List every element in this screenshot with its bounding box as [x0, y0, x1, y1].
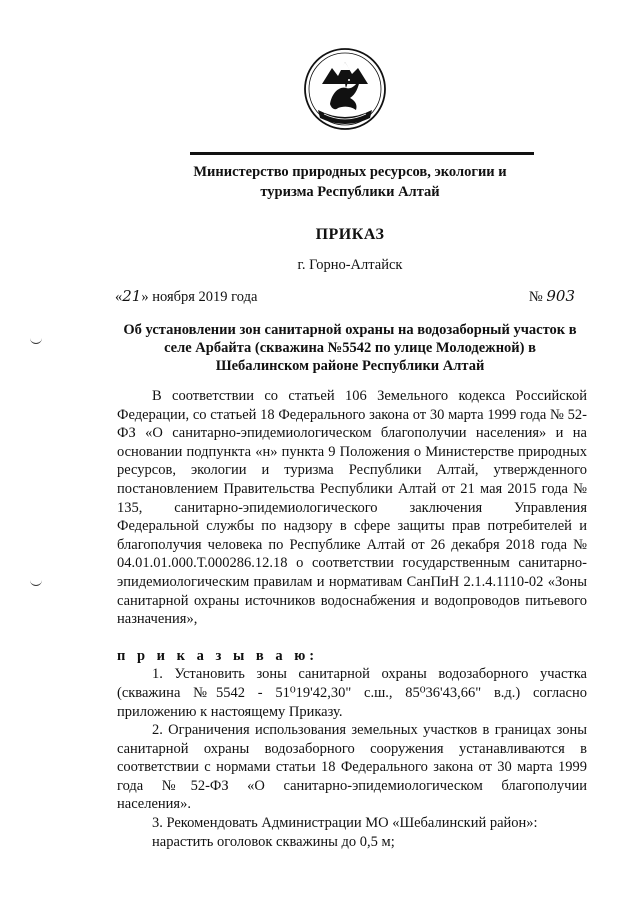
item-2: 2. Ограничения использования земельных участков в границах зоны санитарной охраны водозаборного сооружения устанавливаются в соответствии с нормами статьи 18 Федерального закона от 30 марта 1999 года №52-ФЗ «О санитарно-эпидемиологическом благополучии населения». — [117, 722, 587, 813]
coat-of-arms-emblem — [300, 44, 390, 134]
item-3-sub: нарастить оголовок скважины до 0,5 м; — [152, 833, 395, 850]
preamble-paragraph: В соответствии со статьей 106 Земельного кодекса Российской Федерации, со статьей 18 Федерального закона от 30 марта 1999 года № 52-ФЗ «О санитарно-эпидемиологическом благополучии населения» и на основании подпункта «н» пункта 9 Положения о Министерстве природных ресурсов, экологии и туризма Республики Алтай, утвержденного постановлением Правительства Республики Алтай от 21 мая 2015 года № 135, санитарно-эпидемиологического заключения Управления Федеральной службы по надзору в сфере защиты прав потребителей и благополучия человека по Республике Алтай от 26 декабря 2018 года № 04.01.01.000.Т.000286.12.18 о соответствии государственным санитарно-эпидемиологическим правилам и нормативам СанПиН 2.1.4.1110-02 «Зоны санитарной охраны источников водоснабжения и водопроводов питьевого назначения», — [117, 388, 587, 628]
ministry-name — [120, 162, 580, 202]
margin-mark — [30, 338, 42, 344]
document-title: ПРИКАЗ — [315, 226, 385, 243]
item-1: 1. Установить зоны санитарной охраны водозаборного участка (скважина №5542 - 51⁰19'42,30" с.ш., 85⁰36'43,66" в.д.) согласно приложению к настоящему Приказу. — [117, 666, 587, 720]
item-3: 3. Рекомендовать Администрации МО «Шебалинский район»: — [152, 815, 538, 832]
date-number-row — [115, 287, 575, 307]
griffin-emblem-icon — [300, 44, 390, 134]
document-number — [529, 287, 575, 306]
date-open-quote: « — [115, 289, 123, 305]
date-rest: » ноября 2019 года — [141, 289, 258, 305]
document-city: г. Горно-Алтайск — [297, 257, 403, 273]
header-rule — [190, 152, 534, 155]
number-value-handwritten: 903 — [546, 287, 575, 305]
margin-mark — [30, 580, 42, 586]
order-word: п р и к а з ы в а ю: — [117, 647, 319, 664]
document-date — [115, 287, 257, 306]
document-body — [117, 387, 587, 851]
ministry-line-2: туризма Республики Алтай — [260, 184, 440, 200]
ministry-line-1: Министерство природных ресурсов, экологии и — [193, 164, 507, 180]
number-label: № — [528, 289, 543, 305]
subject-line-2: селе Арбайта (скважина №5542 по улице Молодежной) в — [164, 340, 536, 356]
subject-line-1: Об установлении зон санитарной охраны на водозаборный участок в — [123, 322, 577, 338]
date-day-handwritten: 21 — [122, 287, 142, 305]
document-subject — [100, 321, 600, 375]
subject-line-3: Шебалинском районе Республики Алтай — [215, 358, 485, 374]
